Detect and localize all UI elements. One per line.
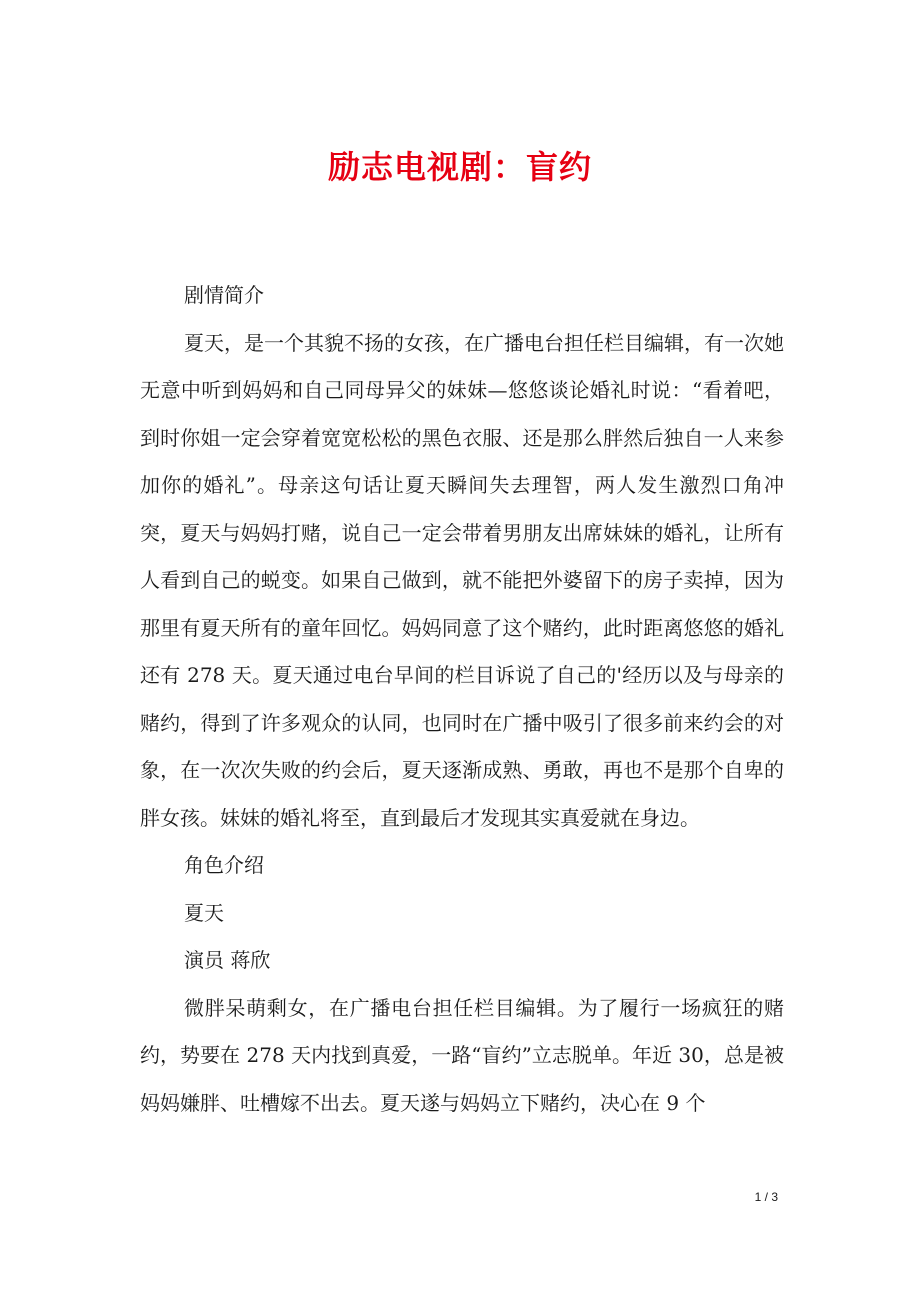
- character-name: 夏天: [184, 900, 224, 925]
- paragraph-plot-summary: 夏天，是一个其貌不扬的女孩，在广播电台担任栏目编辑，有一次她无意中听到妈妈和自己同母异父的妹妹—悠悠谈论婚礼时说：“看着吧，到时你姐一定会穿着宽宽松松的黑色衣服、还是那么胖然后独自一人来参加你的婚礼”。母亲这句话让夏天瞬间失去理智，两人发生激烈口角冲突，夏天与妈妈打赌，说自己一定会带着男朋友出席妹妹的婚礼，让所有人看到自己的蜕变。如果自己做到，就不能把外婆留下的房子卖掉，因为那里有夏天所有的童年回忆。妈妈同意了这个赌约，此时距离悠悠的婚礼还有 278 天。夏天通过电台早间的栏目诉说了自己的'经历以及与母亲的赌约，得到了许多观众的认同，也同时在广播中吸引了很多前来约会的对象，在一次次失败的约会后，夏天逐渐成熟、勇敢，再也不是那个自卑的胖女孩。妹妹的婚礼将至，直到最后才发现其实真爱就在身边。: [140, 330, 784, 830]
- page-number: 1 / 3: [754, 1190, 778, 1204]
- page-title: 励志电视剧：盲约: [327, 148, 592, 186]
- paragraph-character-description: 微胖呆萌剩女，在广播电台担任栏目编辑。为了履行一场疯狂的赌约，势要在 278 天内找到真爱，一路“盲约”立志脱单。年近 30，总是被妈妈嫌胖、吐槽嫁不出去。夏天遂与妈妈立下赌约，决心在 9 个: [140, 995, 784, 1115]
- section-heading-characters: 角色介绍: [184, 853, 264, 877]
- document-body: [140, 272, 784, 1127]
- section-heading-plot: 剧情简介: [184, 283, 264, 307]
- character-actor: 演员 蒋欣: [184, 948, 271, 972]
